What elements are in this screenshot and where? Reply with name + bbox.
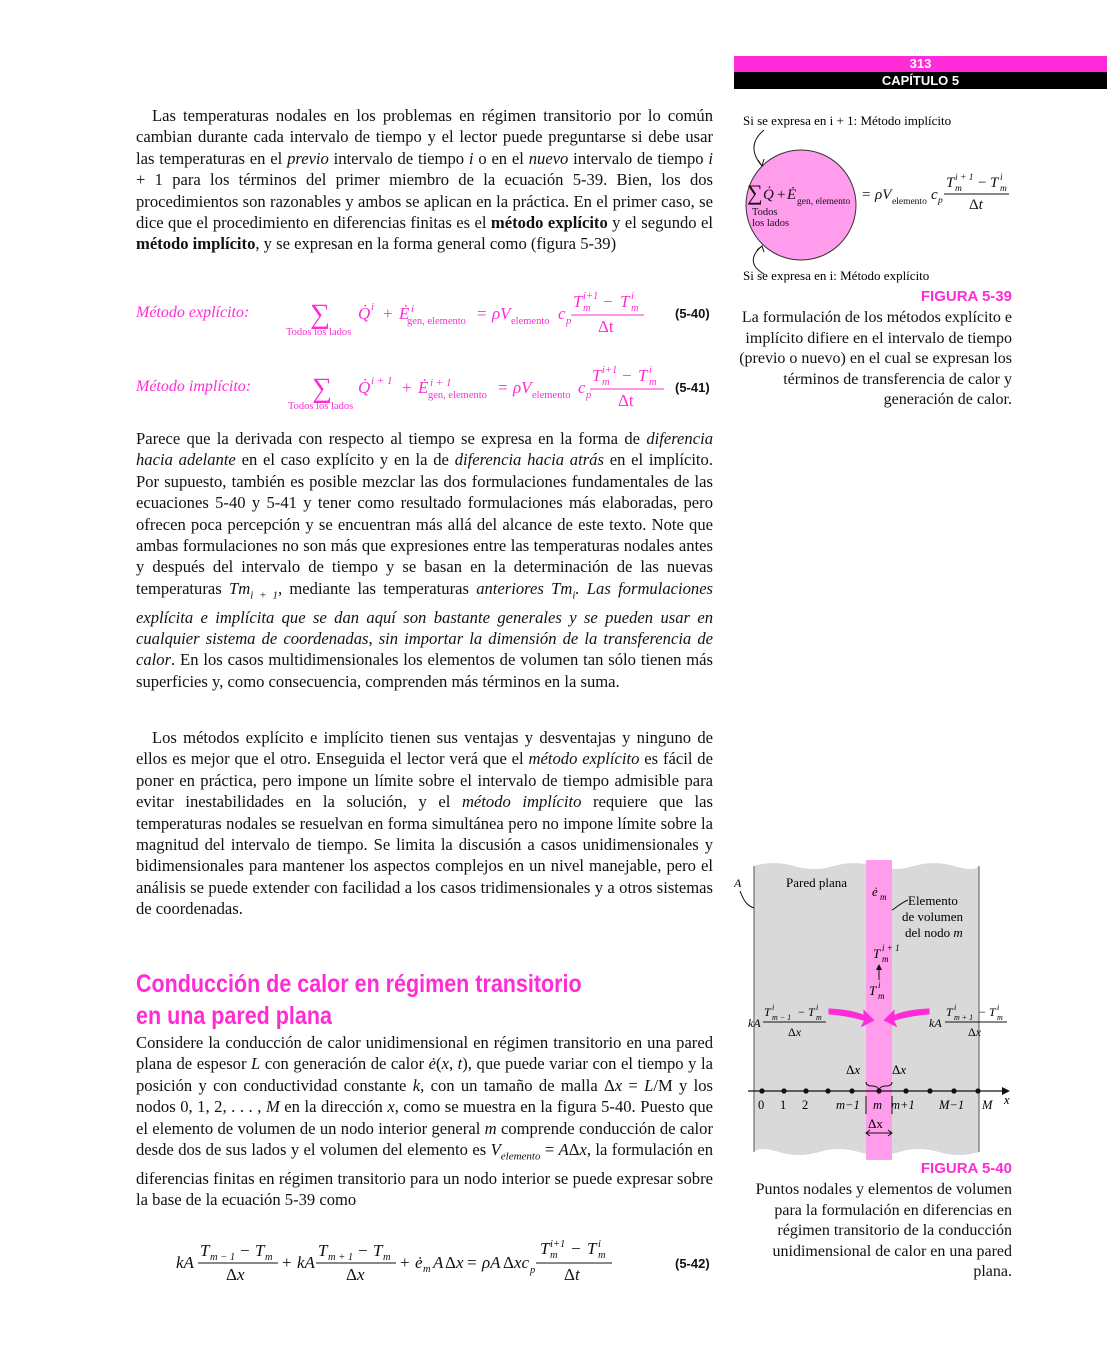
- svg-text:M: M: [982, 1098, 993, 1112]
- equation-5-40: [270, 288, 670, 340]
- svg-text:ė: ė: [872, 884, 878, 899]
- page-number: 313: [734, 56, 1107, 72]
- svg-text:+: +: [400, 1253, 410, 1272]
- svg-text:T: T: [592, 366, 602, 385]
- svg-text:Ė: Ė: [787, 187, 797, 203]
- eq40-label: Método explícito:: [136, 304, 250, 321]
- svg-text:ė: ė: [415, 1253, 423, 1272]
- svg-text:i: i: [411, 303, 415, 315]
- eq40-sum-under: Todos los lados: [286, 327, 352, 338]
- svg-text:A: A: [433, 1253, 444, 1272]
- svg-text:i: i: [772, 1003, 775, 1012]
- svg-text:ρV: ρV: [875, 187, 892, 203]
- svg-text:de volumen: de volumen: [902, 909, 964, 924]
- svg-text:−: −: [240, 1241, 250, 1260]
- figure-5-40-title: FIGURA 5-40: [920, 1160, 1012, 1177]
- eq41-label: Método implícito:: [136, 378, 252, 395]
- svg-text:−: −: [603, 292, 613, 311]
- svg-text:kA: kA: [176, 1253, 194, 1272]
- svg-text:−: −: [622, 366, 632, 385]
- svg-text:m: m: [423, 1264, 431, 1275]
- svg-text:Δt: Δt: [969, 197, 983, 213]
- svg-text:m: m: [631, 303, 639, 314]
- svg-text:=: =: [498, 378, 508, 397]
- paragraph-4: Considere la conducción de calor unidimensional en régimen transitorio en una pared plana de espesor L con generación de calor ė(x, t), que puede variar con el tiempo y la posición y con conductividad constante k, con un tamaño de malla Δx = L/M y los nodos 0, 1, 2, . . . , M en la dirección x, como se muestra en la figura 5-40. Puesto que el elemento de volumen de un nodo interior general m comprende conducción de calor desde dos de sus lados y el volumen del elemento es $V_{elemento} = A\Delta x$, la formulación en diferencias finitas en régimen transitorio para un nodo interior se puede expresar sobre la base de la ecuación 5-39 como: [136, 1033, 714, 1210]
- svg-text:M−1: M−1: [939, 1098, 965, 1112]
- svg-text:ρA: ρA: [482, 1253, 501, 1272]
- svg-text:c: c: [931, 187, 938, 203]
- svg-text:Δx: Δx: [968, 1025, 982, 1039]
- svg-text:i+1: i+1: [583, 291, 599, 302]
- svg-text:kA: kA: [748, 1016, 761, 1030]
- svg-text:m: m: [878, 991, 885, 1001]
- svg-text:p: p: [586, 390, 592, 401]
- svg-text:T: T: [946, 175, 955, 191]
- svg-text:i: i: [631, 291, 634, 302]
- svg-text:elemento: elemento: [892, 197, 927, 207]
- svg-text:m: m: [649, 377, 657, 388]
- svg-text:Elemento: Elemento: [908, 893, 958, 908]
- svg-text:T: T: [989, 1005, 996, 1019]
- svg-text:−: −: [358, 1241, 368, 1260]
- svg-text:T: T: [573, 292, 583, 311]
- svg-text:x: x: [456, 1253, 464, 1272]
- svg-text:T: T: [255, 1241, 265, 1260]
- svg-text:Todos: Todos: [752, 207, 778, 218]
- svg-text:T: T: [990, 175, 999, 191]
- svg-text:i: i: [598, 1239, 601, 1250]
- svg-text:ρV: ρV: [492, 304, 511, 323]
- svg-text:m: m: [383, 1252, 391, 1263]
- svg-text:m − 1: m − 1: [210, 1252, 236, 1263]
- svg-text:−: −: [571, 1239, 581, 1258]
- figure-5-39-title: FIGURA 5-39: [920, 288, 1012, 305]
- svg-text:Δt: Δt: [618, 391, 634, 410]
- volume-element: [866, 860, 892, 1160]
- eq40-number: (5-40): [675, 306, 710, 321]
- svg-text:x: x: [237, 1265, 245, 1284]
- svg-text:xc: xc: [514, 1253, 530, 1272]
- svg-text:∑: ∑: [312, 373, 332, 404]
- svg-text:+: +: [282, 1253, 292, 1272]
- svg-text:x: x: [1004, 1093, 1010, 1107]
- svg-text:m−1: m−1: [836, 1098, 860, 1112]
- svg-text:Δx: Δx: [846, 1062, 861, 1077]
- svg-text:Q̇: Q̇: [358, 304, 371, 323]
- svg-text:x: x: [357, 1265, 365, 1284]
- equation-5-41: [270, 362, 670, 414]
- svg-text:i + 1: i + 1: [882, 943, 900, 953]
- svg-text:Ė: Ė: [399, 304, 410, 323]
- svg-text:i: i: [816, 1003, 819, 1012]
- svg-text:gen, elemento: gen, elemento: [797, 197, 851, 207]
- paragraph-3: Los métodos explícito e implícito tienen sus ventajas y desventajas y ninguno de ellos es mejor que el otro. Enseguida el lector verá que el método explícito es fácil de poner en práctica, pero impone un límite sobre el intervalo de tiempo admisible para evitar inestabilidades en la solución, y el método implícito requiere que las temperaturas nodales se resuelvan en forma simultánea pero no impone límite sobre la magnitud del intervalo de tiempo. Se limita la discusión a casos unidimensionales y bidimensionales para mantener los aspectos complejos en un nivel manejable, pero el análisis se puede extender con facilidad a los casos tridimensionales y a otros sistemas de coordenadas.: [136, 728, 713, 919]
- svg-text:elemento: elemento: [511, 316, 550, 327]
- svg-text:+: +: [402, 378, 412, 397]
- svg-text:T: T: [869, 983, 877, 998]
- svg-text:m: m: [882, 954, 889, 964]
- svg-text:=: =: [477, 304, 487, 323]
- section-heading-line-2: en una pared plana: [136, 1002, 332, 1030]
- svg-text:m: m: [880, 892, 887, 902]
- equation-5-42: [170, 1236, 620, 1286]
- svg-text:p: p: [530, 1265, 536, 1276]
- svg-text:m + 1: m + 1: [954, 1013, 974, 1022]
- svg-text:m: m: [816, 1013, 822, 1022]
- svg-text:T: T: [873, 946, 881, 961]
- svg-text:c: c: [558, 304, 566, 323]
- svg-text:los lados: los lados: [752, 218, 790, 229]
- svg-text:m: m: [583, 303, 591, 314]
- svg-text:T: T: [373, 1241, 383, 1260]
- svg-text:i: i: [1000, 173, 1003, 183]
- svg-text:m: m: [265, 1252, 273, 1263]
- svg-text:i: i: [997, 1003, 1000, 1012]
- paragraph-1: Las temperaturas nodales en los problemas en régimen transitorio por lo común cambian durante cada intervalo de tiempo y el lector puede preguntarse si debe usar las temperaturas en el previo intervalo de tiempo i o en el nuevo intervalo de tiempo i + 1 para los términos del primer miembro de la ecuación 5-39. Bien, los dos procedimientos son razonables y ambos se aplican en la práctica. En el primer caso, se dice que el procedimiento en diferencias finitas es el método explícito y el segundo el método implícito, y se expresan en la forma general como (figura 5-39): [136, 106, 714, 254]
- section-heading: [136, 968, 721, 1032]
- svg-text:∑: ∑: [310, 299, 330, 330]
- svg-text:p: p: [566, 316, 572, 327]
- svg-text:Q̇: Q̇: [763, 187, 774, 203]
- svg-text:T: T: [200, 1241, 210, 1260]
- fig40-wall-label: Pared plana: [786, 875, 848, 890]
- svg-text:i+1: i+1: [550, 1239, 566, 1250]
- svg-text:Δx: Δx: [868, 1116, 883, 1131]
- svg-text:T: T: [540, 1239, 550, 1258]
- svg-text:Q̇: Q̇: [358, 378, 371, 397]
- svg-text:Δx: Δx: [788, 1025, 802, 1039]
- figure-5-39-diagram: [734, 108, 1034, 288]
- fig39-bottom-label: Si se expresa en i: Método explícito: [743, 268, 930, 283]
- svg-text:Δ: Δ: [445, 1253, 456, 1272]
- svg-text:Δ: Δ: [503, 1253, 514, 1272]
- fig39-top-label: Si se expresa en i + 1: Método implícito: [743, 113, 952, 128]
- svg-text:m + 1: m + 1: [328, 1252, 354, 1263]
- svg-text:=: =: [862, 187, 871, 203]
- svg-text:−: −: [979, 1005, 986, 1019]
- svg-text:elemento: elemento: [532, 390, 571, 401]
- section-heading-line-1: Conducción de calor en régimen transitorio: [136, 970, 582, 998]
- svg-text:del nodo m: del nodo m: [905, 925, 963, 940]
- svg-text:m: m: [873, 1098, 883, 1112]
- svg-text:p: p: [938, 196, 943, 206]
- figure-5-39-caption: La formulación de los métodos explícito e implícito difiere en el intervalo de tiempo (previo o nuevo) en el cual se expresan los términos de transferencia de calor y generación de calor.: [739, 309, 1012, 409]
- svg-text:i + 1: i + 1: [955, 173, 974, 183]
- svg-text:Ė: Ė: [418, 378, 429, 397]
- eq41-sum-under: Todos los lados: [288, 401, 354, 412]
- eq41-number: (5-41): [675, 380, 710, 395]
- svg-text:kA: kA: [297, 1253, 315, 1272]
- svg-text:i: i: [954, 1003, 957, 1012]
- svg-text:gen, elemento: gen, elemento: [407, 316, 466, 327]
- svg-text:T: T: [587, 1239, 597, 1258]
- svg-text:T: T: [764, 1005, 771, 1019]
- svg-text:−: −: [978, 175, 987, 191]
- svg-text:T: T: [318, 1241, 328, 1260]
- svg-text:gen, elemento: gen, elemento: [428, 390, 487, 401]
- svg-text:kA: kA: [929, 1016, 942, 1030]
- svg-text:Δ: Δ: [226, 1265, 237, 1284]
- svg-text:2: 2: [802, 1098, 809, 1112]
- svg-text:T: T: [946, 1005, 953, 1019]
- svg-text:m: m: [550, 1250, 558, 1261]
- svg-text:Δx: Δx: [892, 1062, 907, 1077]
- svg-text:+: +: [777, 187, 786, 203]
- svg-text:i+1: i+1: [602, 365, 618, 376]
- paragraph-2: Parece que la derivada con respecto al tiempo se expresa en la forma de diferencia hacia adelante en el caso explícito y en la de diferencia hacia atrás en el implícito. Por supuesto, también es posible mezclar las dos formulaciones fundamentales de las ecuaciones 5-40 y 5-41 y tener como resultado formulaciones más elaboradas, pero ofrecen poca percepción y se encuentran más allá del alcance de este texto. Note que ambas formulaciones no son más que expresiones entre las temperaturas nodales antes y después del intervalo de tiempo y se basan en la determinación de las nuevas temperaturas $Tm_{i + 1}$, mediante las temperaturas anteriores $Tm_i$. Las formulaciones explícita e implícita que se dan aquí son bastante generales y se pueden usar en cualquier sistema de coordenadas, sin importar la dimensión de la transferencia de calor. En los casos multidimensionales los elementos de volumen tan sólo tienen más superficies y, como consecuencia, comprenden más términos en la suma.: [136, 429, 714, 691]
- svg-text:m: m: [997, 1013, 1003, 1022]
- svg-text:m+1: m+1: [891, 1098, 915, 1112]
- fig40-label-a: A: [734, 876, 742, 890]
- svg-text:Δt: Δt: [598, 317, 614, 336]
- svg-text:T: T: [638, 366, 648, 385]
- svg-text:∑: ∑: [747, 180, 763, 205]
- svg-text:m: m: [1000, 184, 1007, 194]
- svg-text:m − 1: m − 1: [772, 1013, 792, 1022]
- svg-text:i: i: [878, 980, 881, 990]
- eq42-number: (5-42): [675, 1256, 710, 1271]
- svg-text:ρV: ρV: [513, 378, 532, 397]
- svg-text:i: i: [649, 365, 652, 376]
- svg-text:1: 1: [780, 1098, 787, 1112]
- svg-text:T: T: [808, 1005, 815, 1019]
- svg-text:Δ: Δ: [564, 1265, 575, 1284]
- svg-text:T: T: [620, 292, 630, 311]
- svg-text:+: +: [383, 304, 393, 323]
- svg-text:m: m: [602, 377, 610, 388]
- svg-text:m: m: [955, 184, 962, 194]
- svg-text:−: −: [798, 1005, 805, 1019]
- svg-text:i + 1: i + 1: [371, 375, 393, 387]
- chapter-label: CAPÍTULO 5: [734, 72, 1107, 89]
- svg-text:i: i: [371, 301, 375, 313]
- svg-text:=: =: [467, 1253, 477, 1272]
- svg-text:m: m: [598, 1250, 606, 1261]
- svg-text:0: 0: [758, 1098, 765, 1112]
- figure-5-40-caption: Puntos nodales y elementos de volumen para la formulación en diferencias en régimen transitorio de la conducción unidimensional de calor en una pared plana.: [755, 1181, 1012, 1281]
- svg-text:c: c: [578, 378, 586, 397]
- svg-text:t: t: [575, 1265, 580, 1284]
- svg-text:i + 1: i + 1: [430, 377, 452, 389]
- svg-text:Δ: Δ: [346, 1265, 357, 1284]
- figure-5-40-diagram: [734, 860, 1017, 1160]
